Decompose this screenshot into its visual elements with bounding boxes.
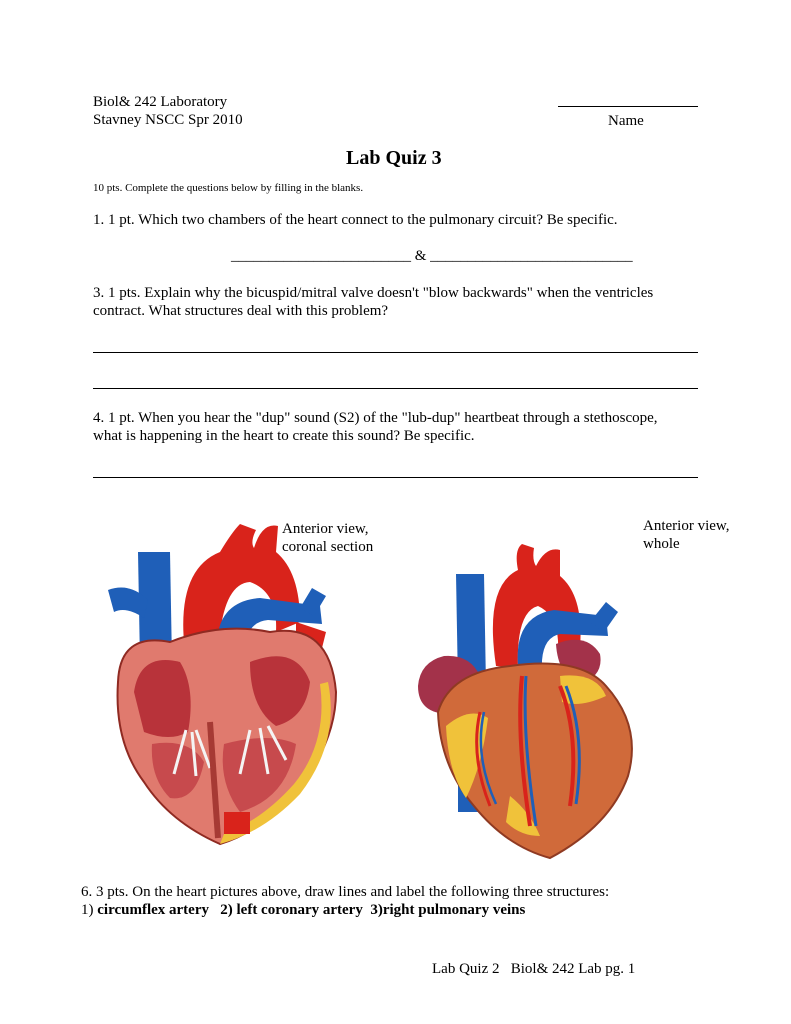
footer xyxy=(432,960,635,978)
heart-coronal-section-image[interactable] xyxy=(100,512,362,852)
q1-blank-left[interactable]: ________________________ xyxy=(231,248,411,264)
right-figure-caption-1: Anterior view, xyxy=(643,518,730,534)
name-label: Name xyxy=(608,113,644,129)
left-figure-caption-1: Anterior view, xyxy=(282,521,369,537)
question-3-line-1: 3. 1 pts. Explain why the bicuspid/mitral valve doesn't "blow backwards" when the ventricles xyxy=(93,285,654,301)
name-blank[interactable] xyxy=(558,106,698,107)
question-4-line-1: 4. 1 pt. When you hear the "dup" sound (S2) of the "lub-dup" heartbeat through a stethoscope, xyxy=(93,410,658,426)
footer-course-page: Biol& 242 Lab pg. 1 xyxy=(510,961,636,977)
q6-item-right-pulmonary-veins: 3)right pulmonary veins xyxy=(370,902,526,918)
q1-ampersand: & xyxy=(414,248,427,264)
question-4-line-2: what is happening in the heart to create this sound? Be specific. xyxy=(93,428,475,444)
q4-answer-line[interactable] xyxy=(93,477,698,478)
question-1: 1. 1 pt. Which two chambers of the heart connect to the pulmonary circuit? Be specific. xyxy=(93,212,618,228)
right-figure-caption-2: whole xyxy=(643,536,680,552)
page-title: Lab Quiz 3 xyxy=(346,147,442,169)
q6-item-left-coronary-artery: 2) left coronary artery xyxy=(220,902,363,918)
footer-quiz: Lab Quiz 2 xyxy=(432,961,500,977)
q1-answer-line xyxy=(231,247,633,265)
left-figure-caption-2: coronal section xyxy=(282,539,374,555)
q6-item-circumflex-artery: circumflex artery xyxy=(97,902,209,918)
instructor-term-label: Stavney NSCC Spr 2010 xyxy=(93,112,243,128)
instructions: 10 pts. Complete the questions below by filling in the blanks. xyxy=(93,182,364,194)
course-label: Biol& 242 Laboratory xyxy=(93,94,228,110)
q6-prefix: 1) xyxy=(81,902,98,918)
question-6-line-2 xyxy=(81,901,525,919)
q3-answer-line-2[interactable] xyxy=(93,388,698,389)
question-6-line-1: 6. 3 pts. On the heart pictures above, draw lines and label the following three structures: xyxy=(81,884,610,900)
heart-anterior-whole-image[interactable] xyxy=(410,536,646,866)
question-3-line-2: contract. What structures deal with this problem? xyxy=(93,303,389,319)
q3-answer-line-1[interactable] xyxy=(93,352,698,353)
q1-blank-right[interactable]: ___________________________ xyxy=(430,248,633,264)
